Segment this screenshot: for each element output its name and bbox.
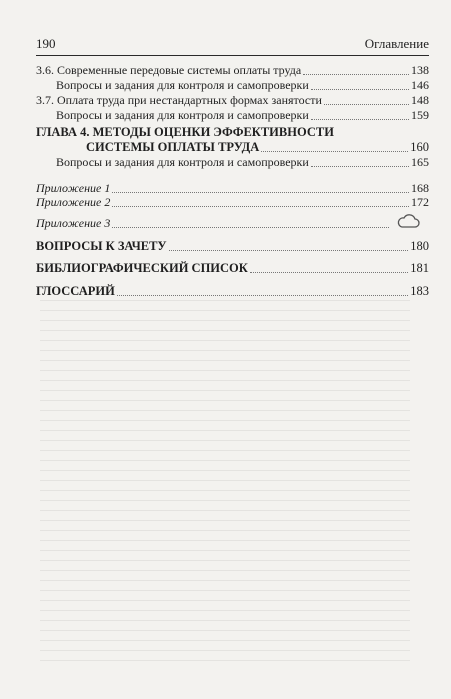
toc-page-number: 159: [411, 108, 429, 122]
toc-entry-chapter-4-questions: [56, 154, 429, 169]
running-title: Оглавление: [364, 36, 429, 51]
toc-entry-appendix-3: [36, 215, 391, 230]
show-through-texture: [40, 300, 410, 670]
toc-entry-3-7: [36, 92, 429, 107]
toc-entry-text: БИБЛИОГРАФИЧЕСКИЙ СПИСОК: [36, 261, 248, 275]
toc-entry-text: Приложение 1: [36, 181, 111, 195]
leader-dots: [311, 118, 409, 120]
toc-entry-text: Вопросы и задания для контроля и самопроверки: [56, 108, 309, 122]
leader-dots: [117, 294, 408, 296]
toc-entry-chapter-4: [86, 139, 429, 154]
leader-dots: [112, 226, 389, 228]
toc-entry-appendix-1: [36, 180, 429, 195]
toc-page-number: 172: [411, 195, 429, 209]
toc-page-number: 168: [411, 181, 429, 195]
leader-dots: [303, 73, 409, 75]
cloud-icon: [396, 212, 420, 230]
leader-dots: [324, 103, 409, 105]
toc-entry-3-6: [36, 62, 429, 77]
toc-page-number: 181: [410, 261, 429, 275]
toc-entry-3-7-questions: [56, 107, 429, 122]
chapter-4-title-line-1: ГЛАВА 4. МЕТОДЫ ОЦЕНКИ ЭФФЕКТИВНОСТИ: [36, 125, 334, 139]
page-header: [36, 36, 429, 52]
toc-page-number: 183: [410, 284, 429, 298]
leader-dots: [112, 205, 409, 207]
toc-page-number: 146: [411, 78, 429, 92]
leader-dots: [169, 249, 409, 251]
leader-dots: [112, 191, 409, 193]
leader-dots: [311, 165, 409, 167]
toc-page-number: 165: [411, 155, 429, 169]
toc-page-number: 148: [411, 93, 429, 107]
toc-entry-text: 3.6. Современные передовые системы оплаты труда: [36, 63, 302, 77]
toc-page-number: 180: [410, 239, 429, 253]
toc-entry-text: Вопросы и задания для контроля и самопроверки: [56, 155, 309, 169]
toc-entry-text: 3.7. Оплата труда при нестандартных формах занятости: [36, 93, 322, 107]
toc-entry-3-6-questions: [56, 77, 429, 92]
toc-entry-text: Приложение 3: [36, 216, 111, 230]
toc-entry-text: ГЛОССАРИЙ: [36, 284, 115, 298]
page-number: 190: [36, 36, 56, 51]
toc-entry-glossary: [36, 283, 429, 298]
toc-entry-text: ВОПРОСЫ К ЗАЧЕТУ: [36, 239, 167, 253]
toc-page-number: 138: [411, 63, 429, 77]
toc-entry-exam-questions: [36, 238, 429, 253]
header-rule: [36, 55, 429, 56]
leader-dots: [261, 150, 408, 152]
toc-entry-text: Вопросы и задания для контроля и самопроверки: [56, 78, 309, 92]
toc-page-number: 160: [410, 140, 429, 154]
chapter-4-title-line-2: СИСТЕМЫ ОПЛАТЫ ТРУДА: [86, 140, 260, 154]
leader-dots: [311, 88, 409, 90]
toc-entry-bibliography: [36, 260, 429, 275]
toc-entry-text: Приложение 2: [36, 195, 111, 209]
toc-entry-appendix-2: [36, 194, 429, 209]
leader-dots: [250, 271, 408, 273]
